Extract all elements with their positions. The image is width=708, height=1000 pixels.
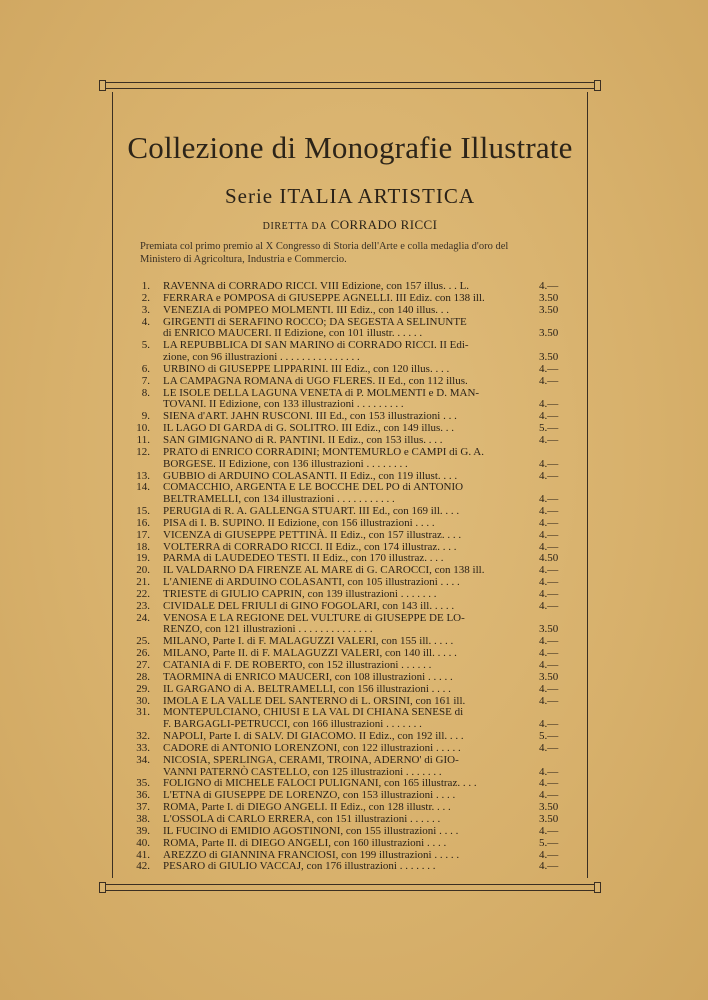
entry-price: 4.— xyxy=(539,682,559,695)
list-item xyxy=(134,293,574,305)
entry-number: 19. xyxy=(136,552,150,565)
entry-number: 28. xyxy=(136,670,150,683)
list-item xyxy=(134,826,574,838)
entry-price: 4.— xyxy=(539,824,559,837)
list-item xyxy=(134,376,574,388)
entry-number: 26. xyxy=(136,647,150,660)
entry-text: LE ISOLE DELLA LAGUNA VENETA di P. MOLMENTI e D. MAN- xyxy=(163,386,480,399)
entry-text: GIRGENTI di SERAFINO ROCCO; DA SEGESTA A SELINUNTE xyxy=(163,315,467,328)
entry-number: 25. xyxy=(136,635,150,648)
entry-price: 4.— xyxy=(539,469,559,482)
entry-price: 4.— xyxy=(539,741,559,754)
list-item xyxy=(134,601,574,613)
director-line xyxy=(112,217,588,233)
entry-number: 36. xyxy=(136,789,150,802)
entry-price: 4.— xyxy=(539,765,559,778)
entry-text: PESARO di GIULIO VACCAJ, con 176 illustrazioni . . . . . . . xyxy=(163,860,436,873)
entry-number: 38. xyxy=(136,812,150,825)
entry-number: 13. xyxy=(136,469,150,482)
entry-number: 23. xyxy=(136,599,150,612)
entry-price: 5.— xyxy=(539,730,559,743)
entry-text: LA CAMPAGNA ROMANA di UGO FLERES. II Ed., con 112 illus. xyxy=(163,374,468,387)
entry-price: 4.— xyxy=(539,848,559,861)
entry-text: VANNI PATERNÒ CASTELLO, con 125 illustrazioni . . . . . . . xyxy=(163,765,442,778)
director-name: CORRADO RICCI xyxy=(330,217,438,232)
entry-price: 4.— xyxy=(539,659,559,671)
entry-number: 30. xyxy=(136,694,150,707)
collection-title: Collezione di Monografie Illustrate xyxy=(127,130,573,165)
entry-text: SAN GIMIGNANO di R. PANTINI. II Ediz., con 153 illus. . . . xyxy=(163,433,443,446)
entry-text: TRIESTE di GIULIO CAPRIN, con 139 illustrazioni . . . . . . . xyxy=(163,587,437,600)
entry-number: 12. xyxy=(136,445,150,458)
entry-number: 20. xyxy=(136,564,150,577)
list-item xyxy=(134,755,574,767)
entry-number: 24. xyxy=(136,611,150,624)
list-item xyxy=(134,447,574,459)
entry-price: 4.— xyxy=(539,718,559,731)
entry-price: 4.50 xyxy=(539,552,559,565)
rule-ornament-icon xyxy=(594,882,601,893)
entry-text: CADORE di ANTONIO LORENZONI, con 122 illustrazioni . . . . . xyxy=(163,741,461,754)
list-item xyxy=(134,838,574,850)
list-item xyxy=(134,589,574,601)
series-title: Serie ITALIA ARTISTICA xyxy=(224,184,476,208)
award-line-2: Ministero di Agricoltura, Industria e Commercio. xyxy=(140,254,347,265)
entry-text: ROMA, Parte I. di DIEGO ANGELI. II Ediz., con 128 illustr. . . . xyxy=(163,801,451,814)
entry-number: 4. xyxy=(141,315,150,328)
entry-text: CATANIA di F. DE ROBERTO, con 152 illustrazioni . . . . . . xyxy=(163,659,432,671)
entry-price: 3.50 xyxy=(539,351,559,364)
director-prefix: DIRETTA DA xyxy=(262,221,327,232)
entry-text: SIENA d'ART. JAHN RUSCONI. III Ed., con 153 illustrazioni . . . xyxy=(163,410,457,423)
entry-number: 33. xyxy=(136,741,150,754)
left-border-line xyxy=(112,92,113,878)
entry-number: 41. xyxy=(136,848,150,861)
entry-text: di ENRICO MAUCERI. II Edizione, con 101 illustr. . . . . . xyxy=(163,327,423,340)
entry-number: 14. xyxy=(136,481,150,494)
list-item xyxy=(134,672,574,684)
rule-ornament-icon xyxy=(99,80,106,91)
entry-text: URBINO di GIUSEPPE LIPPARINI. III Ediz., con 120 illus. . . . xyxy=(163,362,450,375)
entry-number: 34. xyxy=(136,753,150,766)
entry-price: 4.— xyxy=(539,540,559,553)
top-double-rule xyxy=(102,82,598,89)
entry-text: CIVIDALE DEL FRIULI di GINO FOGOLARI, con 143 ill. . . . . xyxy=(163,599,455,612)
entry-price: 4.— xyxy=(539,505,559,518)
entry-text: PISA di I. B. SUPINO. II Edizione, con 156 illustrazioni . . . . xyxy=(163,516,435,529)
entry-text: L'ETNA di GIUSEPPE DE LORENZO, con 153 illustrazioni . . . . xyxy=(163,789,456,802)
entry-number: 22. xyxy=(136,587,150,600)
list-item xyxy=(134,743,574,755)
entry-number: 39. xyxy=(136,824,150,837)
entry-number: 35. xyxy=(136,777,150,790)
entry-number: 11. xyxy=(136,433,150,446)
entry-number: 37. xyxy=(136,801,150,814)
entry-price: 3.50 xyxy=(539,327,559,340)
award-note xyxy=(140,240,580,266)
entry-price: 4.— xyxy=(539,433,559,446)
entry-number: 8. xyxy=(141,386,150,399)
entry-price: 4.— xyxy=(539,647,559,660)
entry-text: IMOLA E LA VALLE DEL SANTERNO di L. ORSINI, con 161 ill. xyxy=(163,694,466,707)
entry-text: MILANO, Parte I. di F. MALAGUZZI VALERI, con 155 ill. . . . . xyxy=(163,635,454,648)
list-item xyxy=(134,684,574,696)
entry-text: zione, con 96 illustrazioni . . . . . . . . . . . . . . . xyxy=(163,351,360,364)
entry-text: IL FUCINO di EMIDIO AGOSTINONI, con 155 illustrazioni . . . . xyxy=(163,824,459,837)
entry-price: 4.— xyxy=(539,860,559,873)
entry-price: 4.— xyxy=(539,587,559,600)
entry-price: 4.— xyxy=(539,599,559,612)
entry-price: 4.— xyxy=(539,564,559,577)
entry-number: 15. xyxy=(136,505,150,518)
entry-text: MILANO, Parte II. di F. MALAGUZZI VALERI, con 140 ill. . . . . xyxy=(163,647,457,660)
bottom-double-rule xyxy=(102,884,598,891)
entry-text: NAPOLI, Parte I. di SALV. DI GIACOMO. II Ediz., con 192 ill. . . . xyxy=(163,730,464,743)
entry-price: 3.50 xyxy=(539,303,559,316)
entry-price: 4.— xyxy=(539,280,559,292)
entry-number: 29. xyxy=(136,682,150,695)
monograph-list xyxy=(134,281,574,873)
entry-text: L'OSSOLA di CARLO ERRERA, con 151 illustrazioni . . . . . . xyxy=(163,812,441,825)
entry-text: BELTRAMELLI, con 134 illustrazioni . . . . . . . . . . . xyxy=(163,493,395,506)
right-border-line xyxy=(587,92,588,878)
entry-number: 27. xyxy=(136,659,150,671)
entry-number: 40. xyxy=(136,836,150,849)
entry-number: 1. xyxy=(141,280,150,292)
entry-price: 4.— xyxy=(539,789,559,802)
entry-number: 3. xyxy=(141,303,150,316)
list-item xyxy=(134,305,574,317)
list-item xyxy=(134,518,574,530)
list-item xyxy=(134,530,574,542)
entry-price: 4.— xyxy=(539,398,559,411)
entry-text: COMACCHIO, ARGENTA E LE BOCCHE DEL PO di ANTONIO xyxy=(163,481,464,494)
entry-price: 3.50 xyxy=(539,623,559,636)
entry-text: IL LAGO DI GARDA di G. SOLITRO. III Ediz., con 149 illus. . . xyxy=(163,422,455,435)
entry-price: 4.— xyxy=(539,528,559,541)
entry-price: 4.— xyxy=(539,410,559,423)
entry-text: VENEZIA di POMPEO MOLMENTI. III Ediz., con 140 illus. . . xyxy=(163,303,449,316)
entry-price: 4.— xyxy=(539,694,559,707)
entry-price: 4.— xyxy=(539,362,559,375)
award-line-1: Premiata col primo premio al X Congresso di Storia dell'Arte e colla medaglia d'oro del xyxy=(140,241,509,252)
entry-number: 21. xyxy=(136,576,150,589)
entry-text: F. BARGAGLI-PETRUCCI, con 166 illustrazioni . . . . . . . xyxy=(163,718,422,731)
list-item xyxy=(134,861,574,873)
entry-text: VICENZA di GIUSEPPE PETTINÀ. II Ediz., con 157 illustraz. . . . xyxy=(163,528,462,541)
entry-number: 10. xyxy=(136,422,150,435)
entry-text: NICOSIA, SPERLINGA, CERAMI, TROINA, ADERNO' di GIO- xyxy=(163,753,459,766)
entry-price: 4.— xyxy=(539,777,559,790)
entry-price: 3.50 xyxy=(539,812,559,825)
entry-text: L'ANIENE di ARDUINO COLASANTI, con 105 illustrazioni . . . . xyxy=(163,576,460,589)
entry-text: ROMA, Parte II. di DIEGO ANGELI, con 160 illustrazioni . . . . xyxy=(163,836,447,849)
entry-text: GUBBIO di ARDUINO COLASANTI. II Ediz., con 119 illust. . . . xyxy=(163,469,458,482)
entry-text: FOLIGNO di MICHELE FALOCI PULIGNANI, con 165 illustraz. . . . xyxy=(163,777,477,790)
entry-price: 5.— xyxy=(539,422,559,435)
entry-text: VENOSA E LA REGIONE DEL VULTURE di GIUSEPPE DE LO- xyxy=(163,611,465,624)
entry-number: 9. xyxy=(141,410,150,423)
entry-number: 2. xyxy=(141,291,150,304)
entry-number: 16. xyxy=(136,516,150,529)
entry-price: 5.— xyxy=(539,836,559,849)
entry-number: 5. xyxy=(141,339,150,352)
entry-price: 4.— xyxy=(539,576,559,589)
entry-text: RENZO, con 121 illustrazioni . . . . . . . . . . . . . . xyxy=(163,623,373,636)
entry-text: PRATO di ENRICO CORRADINI; MONTEMURLO e CAMPI di G. A. xyxy=(163,445,484,458)
entry-text: VOLTERRA di CORRADO RICCI. II Ediz., con 174 illustraz. . . . xyxy=(163,540,457,553)
entry-price: 4.— xyxy=(539,457,559,470)
entry-text: IL VALDARNO DA FIRENZE AL MARE di G. CAROCCI, con 138 ill. xyxy=(163,564,485,577)
entry-number: 31. xyxy=(136,706,150,719)
list-item xyxy=(134,364,574,376)
entry-price: 4.— xyxy=(539,374,559,387)
entry-text: LA REPUBBLICA DI SAN MARINO di CORRADO RICCI. II Edi- xyxy=(163,339,469,352)
entry-text: FERRARA e POMPOSA di GIUSEPPE AGNELLI. III Ediz. con 138 ill. xyxy=(163,291,485,304)
entry-text: TOVANI. II Edizione, con 133 illustrazioni . . . . . . . . . xyxy=(163,398,404,411)
entry-price: 3.50 xyxy=(539,801,559,814)
entry-number: 18. xyxy=(136,540,150,553)
entry-text: AREZZO di GIANNINA FRANCIOSI, con 199 illustrazioni . . . . . xyxy=(163,848,460,861)
entry-price: 4.— xyxy=(539,516,559,529)
entry-text: TAORMINA di ENRICO MAUCERI, con 108 illustrazioni . . . . . xyxy=(163,670,453,683)
entry-number: 7. xyxy=(141,374,150,387)
entry-number: 17. xyxy=(136,528,150,541)
entry-price: 4.— xyxy=(539,635,559,648)
entry-number: 6. xyxy=(141,362,150,375)
entry-text: IL GARGANO di A. BELTRAMELLI, con 156 illustrazioni . . . . xyxy=(163,682,451,695)
rule-ornament-icon xyxy=(99,882,106,893)
entry-number: 32. xyxy=(136,730,150,743)
entry-text: BORGESE. II Edizione, con 136 illustrazioni . . . . . . . . xyxy=(163,457,408,470)
entry-price: 3.50 xyxy=(539,670,559,683)
entry-price: 3.50 xyxy=(539,291,559,304)
entry-number: 42. xyxy=(136,860,150,873)
entry-text: PERUGIA di R. A. GALLENGA STUART. III Ed., con 169 ill. . . . xyxy=(163,505,460,518)
list-item xyxy=(134,459,574,471)
rule-ornament-icon xyxy=(594,80,601,91)
entry-text: RAVENNA di CORRADO RICCI. VIII Edizione, con 157 illus. . . L. xyxy=(163,280,470,292)
entry-text: MONTEPULCIANO, CHIUSI E LA VAL DI CHIANA SENESE di xyxy=(163,706,464,719)
entry-text: PARMA di LAUDEDEO TESTI. II Ediz., con 170 illustraz. . . . xyxy=(163,552,444,565)
entry-price: 4.— xyxy=(539,493,559,506)
